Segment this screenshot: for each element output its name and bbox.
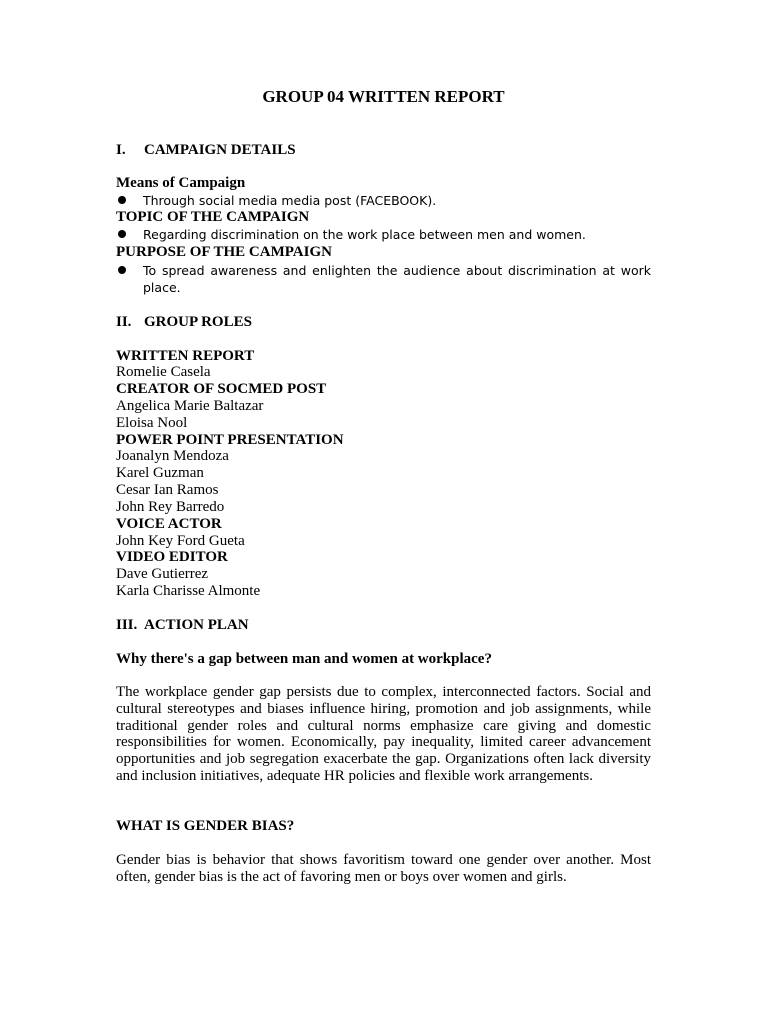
member-name: Cesar Ian Ramos [116,482,219,498]
topic-bullet [116,226,651,243]
section-title: ACTION PLAN [144,617,249,633]
topic-label: TOPIC OF THE CAMPAIGN [116,209,310,225]
role-label-written-report: WRITTEN REPORT [116,348,255,364]
bullet-text: Regarding discrimination on the work place between men and women. [143,227,586,242]
section-title: GROUP ROLES [144,314,252,330]
purpose-label: PURPOSE OF THE CAMPAIGN [116,244,332,260]
section-number: I. [116,142,126,158]
member-name: John Rey Barredo [116,499,225,515]
bullet-icon [118,230,126,238]
bullet-text: To spread awareness and enlighten the audience about discrimination at work place. [143,263,651,295]
purpose-bullet [116,262,651,296]
section-title: CAMPAIGN DETAILS [144,142,296,158]
member-name: John Key Ford Gueta [116,533,245,549]
member-name: Karla Charisse Almonte [116,583,261,599]
role-label-voice-actor: VOICE ACTOR [116,516,222,532]
paragraph-gap: The workplace gender gap persists due to complex, interconnected factors. Social and cultural stereotypes and biases influence hiring, promotion and job assignments, while traditional gender roles and cultural norms emphasize care giving and domestic responsibilities for women. Economically, pay inequality, limited career advancement opportunities and job segregation exacerbate the gap. Organizations often lack diversity and inclusion initiatives, adequate HR policies and flexible work arrangements. [116,684,651,784]
section-number: III. [116,617,138,633]
role-label-powerpoint: POWER POINT PRESENTATION [116,432,344,448]
means-bullet [116,192,651,209]
section-heading-campaign-details [116,142,296,159]
bullet-text: Through social media media post (FACEBOOK). [143,193,437,208]
member-name: Angelica Marie Baltazar [116,398,264,414]
question-heading-gap: Why there's a gap between man and women at workplace? [116,651,492,667]
member-name: Eloisa Nool [116,415,188,431]
means-label: Means of Campaign [116,175,246,191]
role-label-socmed-creator: CREATOR OF SOCMED POST [116,381,327,397]
paragraph-gender-bias: Gender bias is behavior that shows favoritism toward one gender over another. Most often, gender bias is the act of favoring men or boys over women and girls. [116,852,651,885]
member-name: Romelie Casela [116,364,211,380]
section-number: II. [116,314,132,330]
question-heading-gender-bias: WHAT IS GENDER BIAS? [116,818,295,834]
section-heading-action-plan [116,617,249,634]
document-title: GROUP 04 WRITTEN REPORT [262,87,505,106]
member-name: Karel Guzman [116,465,204,481]
role-label-video-editor: VIDEO EDITOR [116,549,228,565]
member-name: Dave Gutierrez [116,566,209,582]
section-heading-group-roles [116,314,252,331]
bullet-icon [118,196,126,204]
bullet-icon [118,266,126,274]
member-name: Joanalyn Mendoza [116,448,229,464]
